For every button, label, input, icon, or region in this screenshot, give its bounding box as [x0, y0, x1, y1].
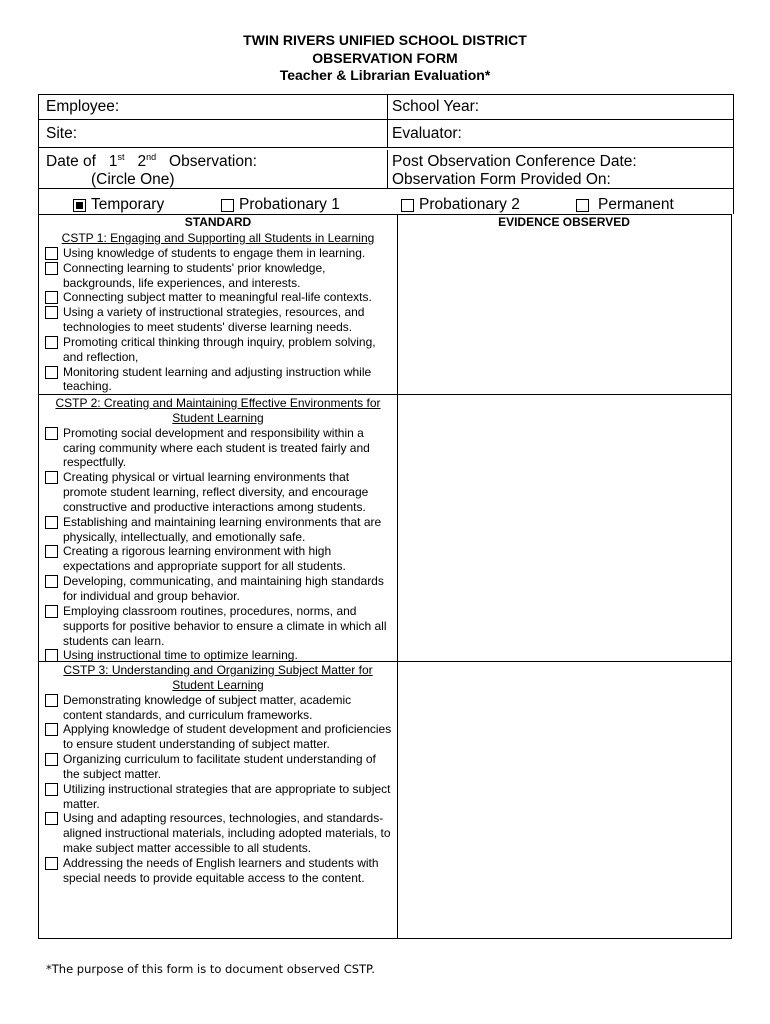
checkbox-icon[interactable]: [45, 812, 58, 825]
standard-item: [43, 752, 393, 782]
standard-item: [43, 604, 393, 649]
checkbox-icon[interactable]: [45, 783, 58, 796]
checkbox-icon[interactable]: [45, 427, 58, 440]
standard-item: [43, 648, 393, 663]
standard-item-text: Demonstrating knowledge of subject matter, academic content standards, and curriculum frameworks.: [63, 692, 352, 722]
checkbox-icon[interactable]: [45, 516, 58, 529]
form-title: OBSERVATION FORM: [312, 49, 458, 66]
checkbox-icon[interactable]: [45, 575, 58, 588]
standard-item-text: Using a variety of instructional strategies, resources, and technologies to meet students' diverse learning needs.: [63, 305, 365, 335]
standard-item-text: Connecting learning to students' prior knowledge, backgrounds, life experiences, and interests.: [63, 260, 326, 290]
standard-item-text: Promoting critical thinking through inquiry, problem solving, and reflection,: [63, 334, 376, 364]
checkbox-icon[interactable]: [45, 753, 58, 766]
standard-item-text: Connecting subject matter to meaningful real-life contexts.: [63, 290, 372, 305]
standard-item: [43, 246, 393, 261]
checkbox-icon[interactable]: [45, 306, 58, 319]
checkbox-icon[interactable]: [45, 366, 58, 379]
status-probationary-2[interactable]: Probationary 2: [401, 196, 520, 214]
standard-item: [43, 544, 393, 574]
status-temporary[interactable]: Temporary: [73, 196, 164, 214]
footnote: *The purpose of this form is to document observed CSTP.: [46, 962, 375, 976]
form-provided-field[interactable]: Observation Form Provided On:: [392, 171, 611, 188]
column-divider: [397, 215, 398, 938]
cstp-section: [43, 396, 393, 663]
standard-item: [43, 290, 393, 305]
info-block: [38, 94, 734, 189]
observation-label: Observation:: [169, 153, 257, 170]
evidence-column-header: EVIDENCE OBSERVED: [498, 215, 630, 229]
first-observation-option[interactable]: 1st: [108, 152, 125, 170]
checkbox-icon[interactable]: [45, 605, 58, 618]
standard-item-text: Creating a rigorous learning environment with high expectations and appropriate support for all students.: [63, 544, 346, 574]
checkbox-icon[interactable]: [45, 471, 58, 484]
standard-item: [43, 305, 393, 335]
standard-item-text: Addressing the needs of English learners and students with special needs to provide equitable access to the content.: [63, 855, 379, 885]
section-title: CSTP 1: Engaging and Supporting all Students in Learning: [61, 231, 375, 245]
checkbox-icon[interactable]: [45, 857, 58, 870]
standard-item: [43, 335, 393, 365]
checkbox-icon[interactable]: [45, 336, 58, 349]
site-field[interactable]: Site:: [39, 120, 388, 147]
post-conference-date-field[interactable]: Post Observation Conference Date:: [392, 153, 637, 170]
standard-item-text: Promoting social development and responsibility within a caring community where each student is treated fairly and respectfully.: [63, 425, 370, 470]
employee-field[interactable]: Employee:: [39, 95, 388, 119]
standard-item-text: Utilizing instructional strategies that are appropriate to subject matter.: [63, 781, 391, 811]
checkbox-icon[interactable]: [221, 199, 234, 212]
checkbox-icon[interactable]: [45, 545, 58, 558]
cstp-section: [43, 663, 393, 886]
standard-item-text: Creating physical or virtual learning environments that promote student learning, reflect diversity, and encourage constructive and productive interactions among students.: [63, 470, 369, 514]
standard-item: [43, 722, 393, 752]
checkbox-icon[interactable]: [45, 262, 58, 275]
checkbox-icon[interactable]: [576, 199, 589, 212]
standard-item: [43, 811, 393, 856]
status-permanent[interactable]: Permanent: [576, 196, 674, 214]
standard-item-text: Employing classroom routines, procedures, norms, and supports for positive behavior to ensure a climate in which all students can learn.: [63, 603, 387, 648]
standards-table: [38, 214, 732, 939]
evaluator-field[interactable]: Evaluator:: [392, 125, 462, 142]
checkbox-icon[interactable]: [45, 694, 58, 707]
date-of-label: Date of: [46, 153, 96, 170]
status-probationary-1[interactable]: Probationary 1: [221, 196, 340, 214]
checkbox-icon[interactable]: [45, 723, 58, 736]
section-title: CSTP 3: Understanding and Organizing Subject Matter for Student Learning: [63, 663, 373, 692]
standard-item: [43, 426, 393, 471]
standard-column-header: STANDARD: [184, 215, 252, 229]
section-title: CSTP 2: Creating and Maintaining Effective Environments for Student Learning: [55, 396, 381, 425]
standard-item-text: Using instructional time to optimize learning.: [63, 648, 298, 663]
standard-item: [43, 782, 393, 812]
standard-item-text: Using knowledge of students to engage them in learning.: [63, 245, 366, 260]
checkbox-checked-icon[interactable]: [73, 199, 86, 212]
form-header: [0, 32, 770, 85]
status-row: [38, 188, 734, 214]
standard-item-text: Organizing curriculum to facilitate student understanding of the subject matter.: [63, 752, 376, 781]
standard-item-text: Monitoring student learning and adjusting instruction while teaching.: [63, 364, 372, 394]
standard-item-text: Establishing and maintaining learning environments that are physically, intellectually, and emotionally safe.: [63, 514, 382, 544]
standard-item-text: Using and adapting resources, technologies, and standards-aligned instructional materials, including adopted materials, to make subject matter accessible to all students.: [63, 811, 391, 856]
standard-item: [43, 261, 393, 291]
standard-item-text: Applying knowledge of student development and proficiencies to ensure student understanding of subject matter.: [63, 722, 392, 752]
observation-date-field[interactable]: [39, 150, 388, 188]
checkbox-icon[interactable]: [45, 291, 58, 304]
standard-item: [43, 365, 393, 395]
checkbox-icon[interactable]: [45, 649, 58, 662]
school-year-field[interactable]: School Year:: [392, 98, 480, 115]
standard-item: [43, 856, 393, 886]
checkbox-icon[interactable]: [45, 247, 58, 260]
second-observation-option[interactable]: 2nd: [137, 152, 157, 170]
district-name: TWIN RIVERS UNIFIED SCHOOL DISTRICT: [243, 32, 527, 48]
standard-item: [43, 574, 393, 604]
standard-item-text: Developing, communicating, and maintaining high standards for individual and group behavior.: [63, 574, 384, 603]
circle-one-label: (Circle One): [91, 171, 175, 188]
form-subtitle: Teacher & Librarian Evaluation*: [279, 67, 491, 83]
cstp-section: [43, 231, 393, 394]
standard-item: [43, 515, 393, 545]
checkbox-icon[interactable]: [401, 199, 414, 212]
standard-item: [43, 693, 393, 723]
standard-item: [43, 470, 393, 515]
